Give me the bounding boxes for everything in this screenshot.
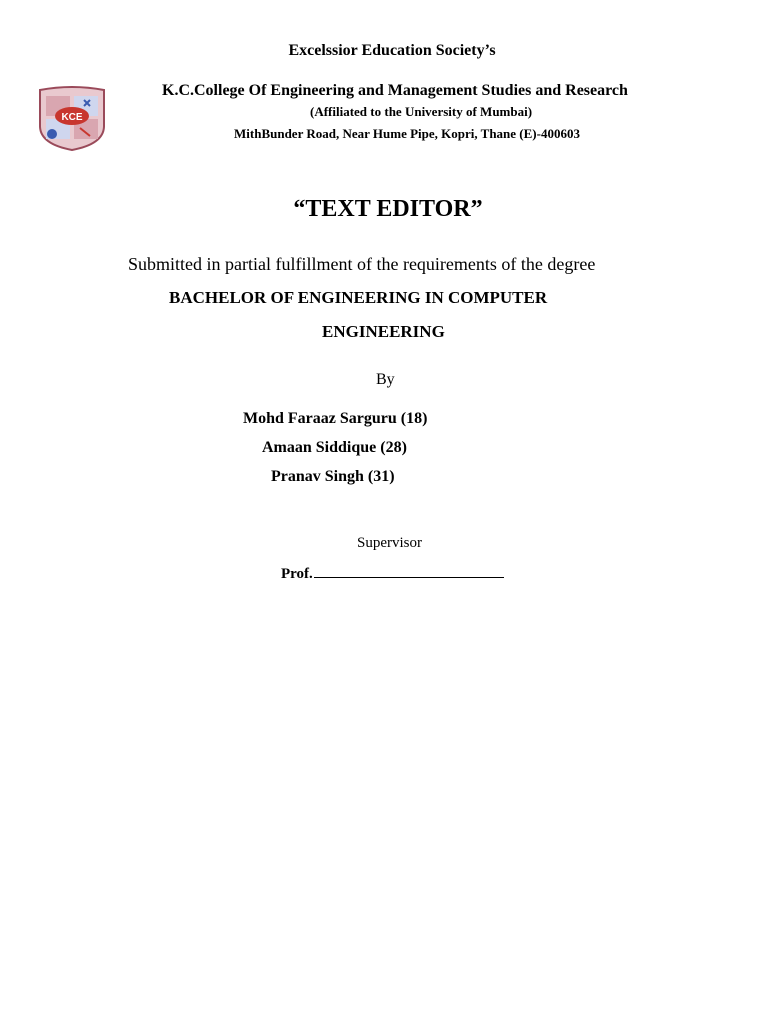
supervisor-field [281, 565, 504, 583]
degree-line-2: ENGINEERING [322, 322, 445, 341]
college-name: K.C.College Of Engineering and Management Studies and Research [162, 82, 628, 99]
svg-text:KCE: KCE [61, 112, 83, 123]
student-name: Amaan Siddique (28) [262, 439, 407, 456]
affiliation-text: (Affiliated to the University of Mumbai) [310, 104, 533, 119]
student-name: Mohd Faraaz Sarguru (18) [243, 410, 428, 427]
supervisor-label: Supervisor [357, 535, 422, 551]
student-name: Pranav Singh (31) [271, 468, 395, 485]
signature-blank-line [314, 565, 504, 578]
by-label: By [376, 371, 395, 388]
degree-line-1: BACHELOR OF ENGINEERING IN COMPUTER [169, 288, 548, 307]
college-crest-icon [36, 86, 108, 152]
society-name: Excelssior Education Society’s [288, 42, 496, 59]
prof-prefix: Prof. [281, 566, 313, 582]
project-title: “TEXT EDITOR” [293, 196, 483, 222]
college-address: MithBunder Road, Near Hume Pipe, Kopri, Thane (E)-400603 [234, 126, 580, 141]
submission-statement: Submitted in partial fulfillment of the requirements of the degree [128, 254, 596, 274]
